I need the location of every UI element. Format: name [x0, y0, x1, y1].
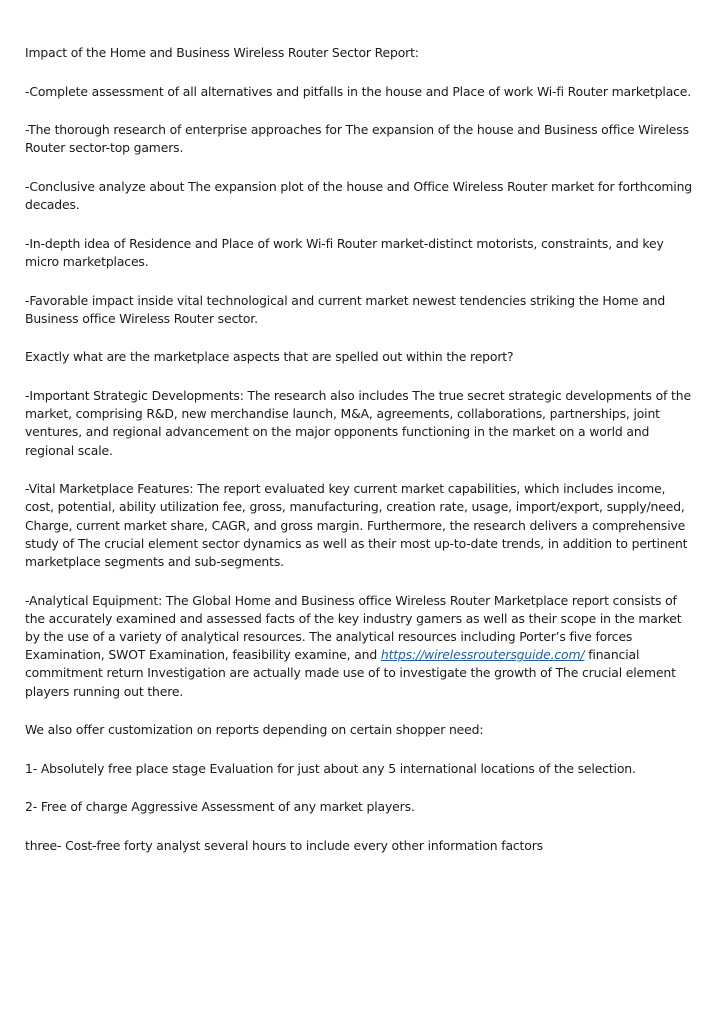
- paragraph-complete-assessment: -Complete assessment of all alternatives and pitfalls in the house and Place of work Wi-fi Router marketplace.: [25, 83, 692, 99]
- paragraph-enterprise-approaches: -The thorough research of enterprise approaches for The expansion of the house and Business office Wireless Router sector-top gamers.: [25, 122, 689, 156]
- paragraph-expansion-plot: -Conclusive analyze about The expansion plot of the house and Office Wireless Router market for forthcoming decades.: [25, 178, 693, 213]
- report-impact-heading: Impact of the Home and Business Wireless Router Sector Report:: [25, 45, 419, 60]
- marketplace-aspects-question: Exactly what are the marketplace aspects that are spelled out within the report?: [25, 349, 514, 365]
- customization-intro: We also offer customization on reports depending on certain shopper need:: [25, 722, 484, 738]
- paragraph-marketplace-features: -Vital Marketplace Features: The report evaluated key current market capabilities, which includes income, cost, potential, ability utilization fee, gross, manufacturing, creation rate, usage, import/export, supply/need, Charge, current market share, CAGR, and gross margin. Furthermore, the research delivers a comprehensive study of The crucial element sector dynamics as well as their most up-to-date trends, in addition to pertinent marketplace segments and sub-segments.: [25, 481, 688, 569]
- offer-item-3: three- Cost-free forty analyst several hours to include every other information factors: [25, 837, 543, 853]
- offer-item-1: 1- Absolutely free place stage Evaluation for just about any 5 international locations of the selection.: [25, 760, 636, 776]
- analytical-text-after: financial commitment return Investigation are actually made use of to investigate the growth of The crucial element players running out there.: [25, 647, 676, 699]
- analytical-text-before: -Analytical Equipment: The Global Home and Business office Wireless Router Marketplace report consists of the accurately examined and assessed facts of the key industry gamers as well as their scope in the market by the use of a variety of analytical resources. The analytical resources including Porter’s five forces Examination, SWOT Examination, feasibility examine, and: [25, 592, 682, 663]
- paragraph-strategic-developments: -Important Strategic Developments: The research also includes The true secret strategic developments of the market, comprising R&D, new merchandise launch, M&A, agreements, collaborations, partnerships, joint ventures, and regional advancement on the major opponents functioning in the market on a world and regional scale.: [25, 387, 691, 458]
- document-body: [25, 44, 697, 876]
- paragraph-favorable-impact: -Favorable impact inside vital technological and current market newest tendencies striking the Home and Business office Wireless Router sector.: [25, 292, 666, 326]
- paragraph-market-motorists: -In-depth idea of Residence and Place of work Wi-fi Router market-distinct motorists, constraints, and key micro marketplaces.: [25, 235, 664, 269]
- paragraph-analytical-equipment: [25, 592, 697, 701]
- offer-item-2: 2- Free of charge Aggressive Assessment of any market players.: [25, 799, 415, 815]
- wirelessroutersguide-link[interactable]: https://wirelessroutersguide.com/: [380, 647, 585, 663]
